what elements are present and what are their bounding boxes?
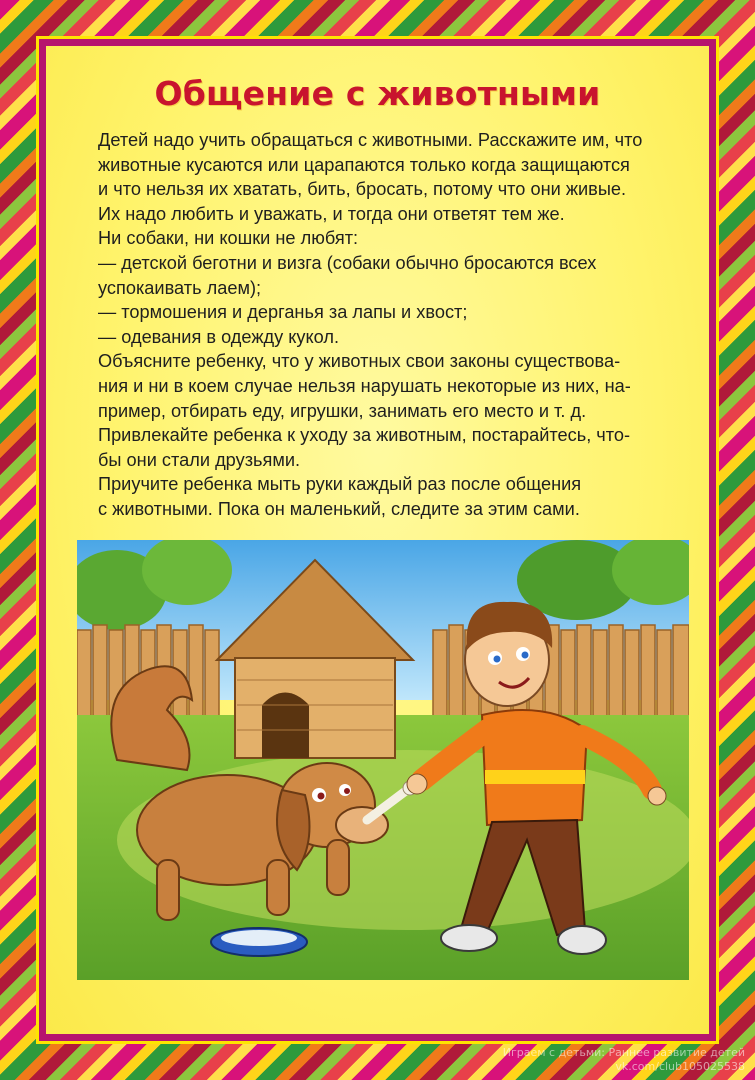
text-line: ния и ни в коем случае нельзя нарушать некоторые из них, на-	[98, 375, 631, 396]
watermark	[503, 1046, 745, 1074]
text-line: — тормошения и дерганья за лапы и хвост;	[98, 302, 468, 323]
poster	[46, 46, 709, 1034]
text-line: — одевания в одежду кукол.	[98, 326, 340, 347]
text-line: Объясните ребенку, что у животных свои законы существова-	[98, 351, 621, 372]
boy-and-dog-illustration	[77, 540, 689, 980]
text-line: бы они стали друзьями.	[98, 449, 301, 470]
watermark-line: Играем с детьми: Раннее развитие детей	[502, 1046, 745, 1059]
text-line: Их надо любить и уважать, и тогда они ответят тем же.	[98, 203, 565, 224]
text-line: успокаивать лаем);	[98, 277, 262, 298]
page-title: Общение с животными	[154, 74, 601, 113]
water-bowl	[211, 928, 307, 956]
text-line: Привлекайте ребенка к уходу за животным, постарайтесь, что-	[98, 425, 631, 446]
watermark-line: vk.com/club105025538	[615, 1060, 745, 1073]
text-line: Детей надо учить обращаться с животными. Расскажите им, что	[98, 130, 643, 150]
text-line: Ни собаки, ни кошки не любят:	[98, 228, 359, 249]
text-line: Приучите ребенка мыть руки каждый раз после общения	[98, 474, 582, 495]
advice-text	[98, 128, 673, 522]
text-line: и что нельзя их хватать, бить, бросать, потому что они живые.	[98, 179, 627, 200]
text-line: пример, отбирать еду, игрушки, занимать его место и т. д.	[98, 400, 587, 421]
illustration-svg	[77, 540, 689, 980]
text-line: с животными. Пока он маленький, следите за этим сами.	[98, 498, 580, 519]
text-line: животные кусаются или царапаются только когда защищаются	[98, 154, 630, 175]
text-line: — детской беготни и визга (собаки обычно бросаются всех	[98, 252, 597, 273]
